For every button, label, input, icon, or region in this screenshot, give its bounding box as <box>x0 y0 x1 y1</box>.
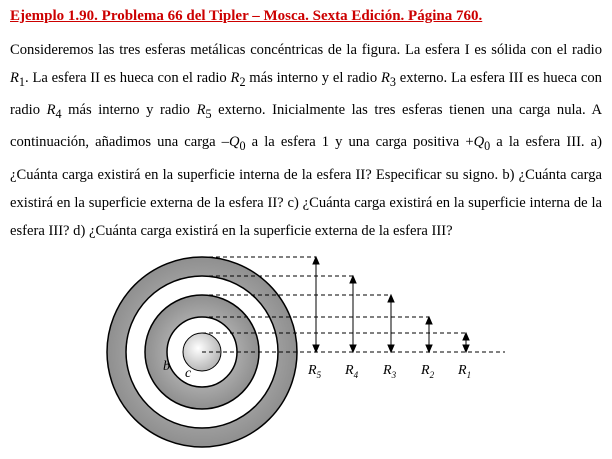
arrowhead <box>426 345 432 352</box>
symbol-q0: Q <box>228 134 240 151</box>
sphere-label-b: b <box>163 359 170 374</box>
symbol-q0: Q <box>473 134 485 151</box>
subscript-r2: 2 <box>239 75 246 90</box>
text-segment: externo. Inicialmente las tres esferas tienen una carga nula. A continuación, añadimos una carga – <box>10 102 602 151</box>
page-title: Ejemplo 1.90. Problema 66 del Tipler – Mosca. Sexta Edición. Página 760. <box>10 8 483 24</box>
arrowhead <box>350 345 356 352</box>
subscript-q0: 0 <box>484 139 491 154</box>
radius-label-r5: $R_5$ <box>308 363 322 380</box>
symbol-r2: R <box>230 70 240 87</box>
radius-label-r3: $R_3$ <box>383 363 397 380</box>
radius-label-r1: $R_1$ <box>458 363 472 380</box>
text-segment: externo. La esfera III es hueca con radio <box>10 70 602 119</box>
symbol-r5: R <box>196 102 206 119</box>
text-segment: . La esfera II es hueca con el radio <box>25 70 231 87</box>
arrowhead <box>388 295 394 302</box>
subscript-r3: 3 <box>389 75 396 90</box>
text-segment: más interno y el radio <box>245 70 381 87</box>
subscript-r1: 1 <box>18 75 25 90</box>
sphere-label-c: c <box>185 366 192 381</box>
radius-label-r4: $R_4$ <box>345 363 359 380</box>
arrowhead <box>313 257 319 264</box>
radius-label-r2: $R_2$ <box>421 363 435 380</box>
subscript-q0: 0 <box>239 139 246 154</box>
text-segment: Consideremos las tres esferas metálicas concéntricas de la figura. La esfera I es sólida con el radio <box>10 42 602 58</box>
text-segment: más interno y radio <box>61 102 197 119</box>
text-segment: a la esfera III. a) ¿Cuánta carga existirá en la superficie interna de la esfera II? Especificar su signo. b) ¿Cuánta carga existirá en la superficie externa de la esfera II? c) ¿Cuánta carga existirá en la superficie interna de la esfera III? d) ¿Cuánta carga existirá en la superficie externa de la esfera III? <box>10 134 602 239</box>
subscript-r5: 5 <box>205 107 212 122</box>
arrowhead <box>463 333 469 340</box>
arrowhead <box>426 317 432 324</box>
symbol-r3: R <box>380 70 390 87</box>
text-segment: a la esfera 1 y una carga positiva + <box>245 134 474 151</box>
arrowhead <box>313 345 319 352</box>
subscript-r4: 4 <box>55 107 62 122</box>
arrowhead <box>350 276 356 283</box>
symbol-r4: R <box>46 102 56 119</box>
arrowhead <box>463 345 469 352</box>
symbol-r1: R <box>10 70 19 87</box>
arrowhead <box>388 345 394 352</box>
